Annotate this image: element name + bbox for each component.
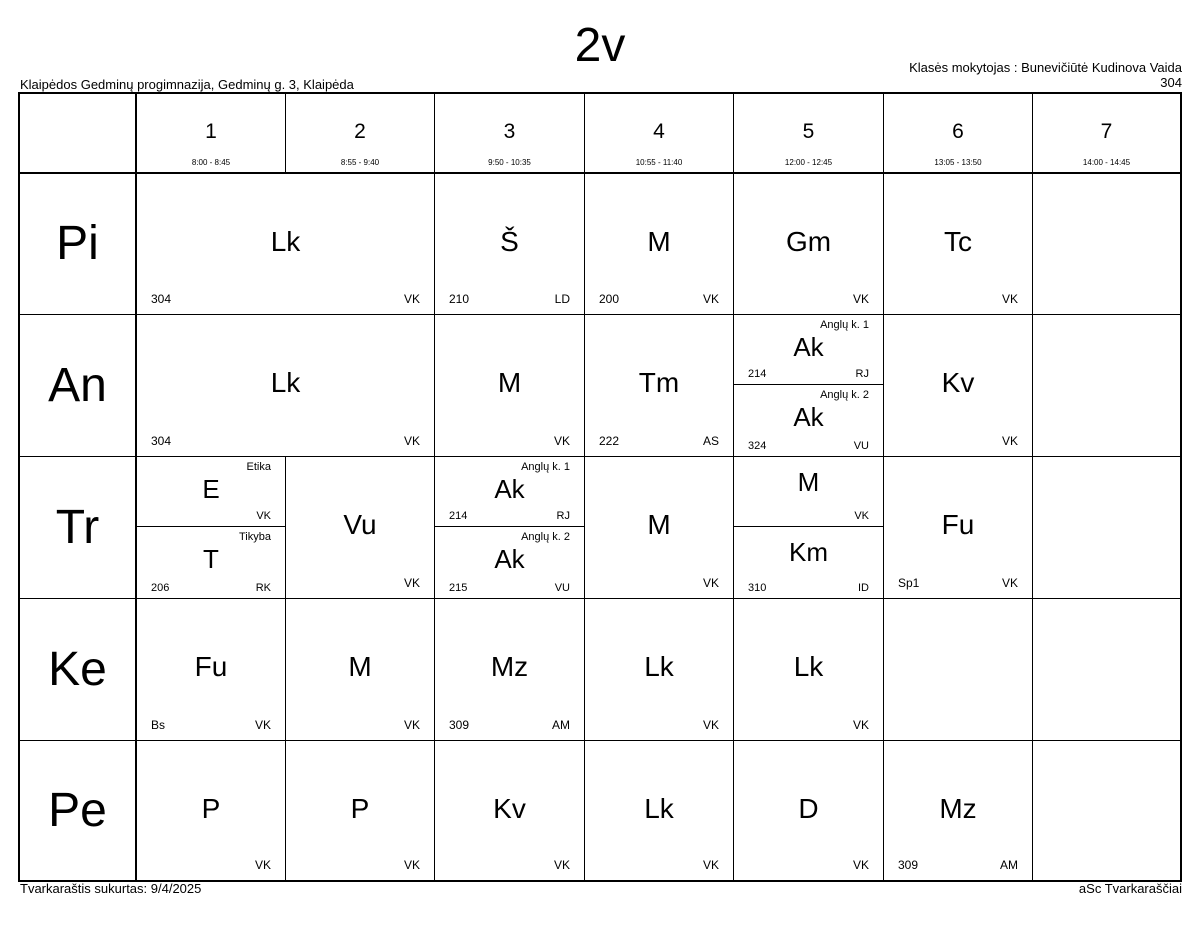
lesson-cell <box>137 741 285 880</box>
lesson-teacher: VK <box>254 858 271 872</box>
lesson-room: 214 <box>449 510 468 522</box>
lesson-subject: Ak <box>494 474 525 504</box>
lesson-cell <box>585 599 733 740</box>
lesson-subject: Ak <box>793 332 824 362</box>
lesson-subject: P <box>350 793 370 824</box>
lesson-cell <box>884 741 1032 880</box>
day-label-tr: Tr <box>55 501 100 554</box>
period-time: 14:00 - 14:45 <box>1082 158 1131 167</box>
period-number: 3 <box>503 120 516 143</box>
lesson-group: Anglų k. 1 <box>820 319 869 331</box>
lesson-subject: Ak <box>793 402 824 432</box>
lesson-cell-group <box>137 457 285 526</box>
lesson-teacher: VK <box>403 292 420 306</box>
lesson-teacher: RK <box>255 582 271 594</box>
lesson-teacher: VK <box>702 718 719 732</box>
day-label-an: An <box>48 359 107 412</box>
lesson-subject: Lk <box>644 793 674 824</box>
period-number: 4 <box>653 120 665 143</box>
lesson-subject: Lk <box>270 226 301 257</box>
lesson-teacher: VK <box>553 858 570 872</box>
lesson-cell <box>286 741 434 880</box>
period-header-5 <box>734 94 883 172</box>
period-time: 8:55 - 9:40 <box>340 158 380 167</box>
period-number: 2 <box>354 120 366 143</box>
day-label-pe: Pe <box>48 784 107 837</box>
timetable-grid <box>18 92 1182 882</box>
lesson-cell <box>884 174 1032 314</box>
period-time: 12:00 - 12:45 <box>784 158 833 167</box>
lesson-teacher: RJ <box>556 510 570 522</box>
period-header-3 <box>435 94 584 172</box>
period-number: 7 <box>1100 120 1113 143</box>
lesson-cell <box>435 741 584 880</box>
lesson-teacher: VK <box>254 718 271 732</box>
lesson-cell-group <box>137 527 285 598</box>
lesson-subject: Tc <box>944 226 972 257</box>
lesson-room: 210 <box>449 292 470 306</box>
lesson-teacher: VK <box>553 434 570 448</box>
lesson-subject: Fu <box>941 509 975 540</box>
lesson-cell <box>435 315 584 456</box>
lesson-cell <box>734 741 883 880</box>
lesson-subject: Vu <box>343 509 377 540</box>
period-time: 9:50 - 10:35 <box>488 158 531 167</box>
lesson-cell <box>137 599 285 740</box>
lesson-room: 324 <box>748 440 767 452</box>
lesson-teacher: VK <box>1001 434 1018 448</box>
lesson-subject: Kv <box>941 367 975 398</box>
lesson-cell <box>137 174 434 314</box>
lesson-teacher: VK <box>702 858 719 872</box>
lesson-room: 304 <box>151 292 172 306</box>
lesson-subject: Mz <box>490 651 529 682</box>
lesson-subject: Tm <box>638 367 680 398</box>
lesson-cell <box>286 457 434 598</box>
period-header-2 <box>286 94 434 172</box>
lesson-cell <box>734 174 883 314</box>
lesson-cell <box>884 457 1032 598</box>
lesson-teacher: RJ <box>855 368 869 380</box>
lesson-teacher: AM <box>1000 858 1018 872</box>
lesson-subject: M <box>497 367 522 398</box>
lesson-subject: Fu <box>194 651 228 682</box>
lesson-cell <box>435 599 584 740</box>
lesson-teacher: VK <box>403 858 420 872</box>
lesson-subject: E <box>202 474 220 504</box>
period-time: 10:55 - 11:40 <box>635 158 683 167</box>
period-header-4 <box>585 94 733 172</box>
lesson-cell <box>137 315 434 456</box>
lesson-teacher: VU <box>554 582 570 594</box>
lesson-cell <box>585 174 733 314</box>
lesson-cell-split <box>734 457 883 526</box>
lesson-room: 214 <box>748 368 767 380</box>
class-teacher: Klasės mokytojas : Bunevičiūtė Kudinova Vaida <box>909 60 1182 75</box>
lesson-cell <box>884 315 1032 456</box>
lesson-teacher: VK <box>852 292 869 306</box>
lesson-teacher: VU <box>853 440 869 452</box>
lesson-subject: Ak <box>494 544 525 574</box>
grid-line <box>1032 94 1033 880</box>
lesson-teacher: ID <box>858 582 869 594</box>
lesson-subject: P <box>201 793 221 824</box>
lesson-subject: Š <box>500 226 519 257</box>
software-credit: aSc Tvarkaraščiai <box>1078 881 1182 896</box>
lesson-subject: Gm <box>785 226 832 257</box>
lesson-teacher: VK <box>403 576 420 590</box>
lesson-room: 206 <box>151 582 170 594</box>
lesson-subject: Lk <box>644 651 674 682</box>
lesson-teacher: VK <box>854 510 869 522</box>
created-date: Tvarkaraštis sukurtas: 9/4/2025 <box>20 881 202 896</box>
period-number: 5 <box>802 120 815 143</box>
class-teacher-info <box>909 60 1182 90</box>
lesson-subject: Lk <box>270 367 301 398</box>
lesson-room: 310 <box>748 582 767 594</box>
period-header-7 <box>1033 94 1180 172</box>
lesson-group: Anglų k. 2 <box>521 531 570 543</box>
lesson-teacher: AS <box>702 434 719 448</box>
lesson-cell-group <box>734 385 883 456</box>
lesson-subject: Km <box>789 537 828 567</box>
home-room: 304 <box>1160 75 1182 90</box>
lesson-group: Etika <box>246 461 271 473</box>
period-time: 8:00 - 8:45 <box>191 158 231 167</box>
lesson-subject: M <box>348 651 372 682</box>
lesson-room: 309 <box>898 858 919 872</box>
lesson-subject: Lk <box>793 651 824 682</box>
lesson-teacher: VK <box>702 576 719 590</box>
lesson-room: Bs <box>151 718 166 732</box>
lesson-subject: Kv <box>493 793 526 824</box>
lesson-cell <box>585 457 733 598</box>
lesson-teacher: VK <box>403 434 420 448</box>
lesson-room: 309 <box>449 718 470 732</box>
lesson-teacher: AM <box>552 718 570 732</box>
lesson-teacher: LD <box>554 292 570 306</box>
timetable-title: 2v <box>574 19 626 72</box>
lesson-room: 304 <box>151 434 172 448</box>
lesson-teacher: VK <box>1001 576 1018 590</box>
lesson-teacher: VK <box>1001 292 1018 306</box>
lesson-room: 222 <box>599 434 620 448</box>
lesson-subject: Mz <box>939 793 977 824</box>
lesson-subject: M <box>797 467 820 497</box>
lesson-teacher: VK <box>403 718 420 732</box>
lesson-subject: T <box>203 544 219 574</box>
lesson-subject: M <box>647 226 671 257</box>
period-number: 1 <box>205 120 217 143</box>
lesson-cell <box>585 315 733 456</box>
lesson-cell <box>435 174 584 314</box>
lesson-subject: M <box>647 509 671 540</box>
lesson-group: Anglų k. 1 <box>521 461 570 473</box>
lesson-cell-group <box>435 527 584 598</box>
lesson-cell <box>734 599 883 740</box>
lesson-teacher: VK <box>702 292 719 306</box>
school-address: Klaipėdos Gedminų progimnazija, Gedminų g. 3, Klaipėda <box>20 77 354 92</box>
period-time: 13:05 - 13:50 <box>934 158 982 167</box>
lesson-cell-split <box>734 527 883 598</box>
period-header-1 <box>137 94 285 172</box>
lesson-group: Anglų k. 2 <box>820 389 869 401</box>
lesson-cell <box>286 599 434 740</box>
lesson-room: Sp1 <box>898 576 920 590</box>
day-label-pi: Pi <box>56 217 99 270</box>
period-header-6 <box>884 94 1032 172</box>
lesson-room: 215 <box>449 582 468 594</box>
lesson-room: 200 <box>599 292 620 306</box>
period-number: 6 <box>952 120 964 143</box>
day-label-ke: Ke <box>48 643 107 696</box>
lesson-cell <box>585 741 733 880</box>
lesson-cell-group <box>435 457 584 526</box>
lesson-teacher: VK <box>256 510 271 522</box>
lesson-subject: D <box>798 793 819 824</box>
lesson-teacher: VK <box>852 858 869 872</box>
lesson-group: Tikyba <box>239 531 271 543</box>
lesson-teacher: VK <box>852 718 869 732</box>
lesson-cell-group <box>734 315 883 384</box>
